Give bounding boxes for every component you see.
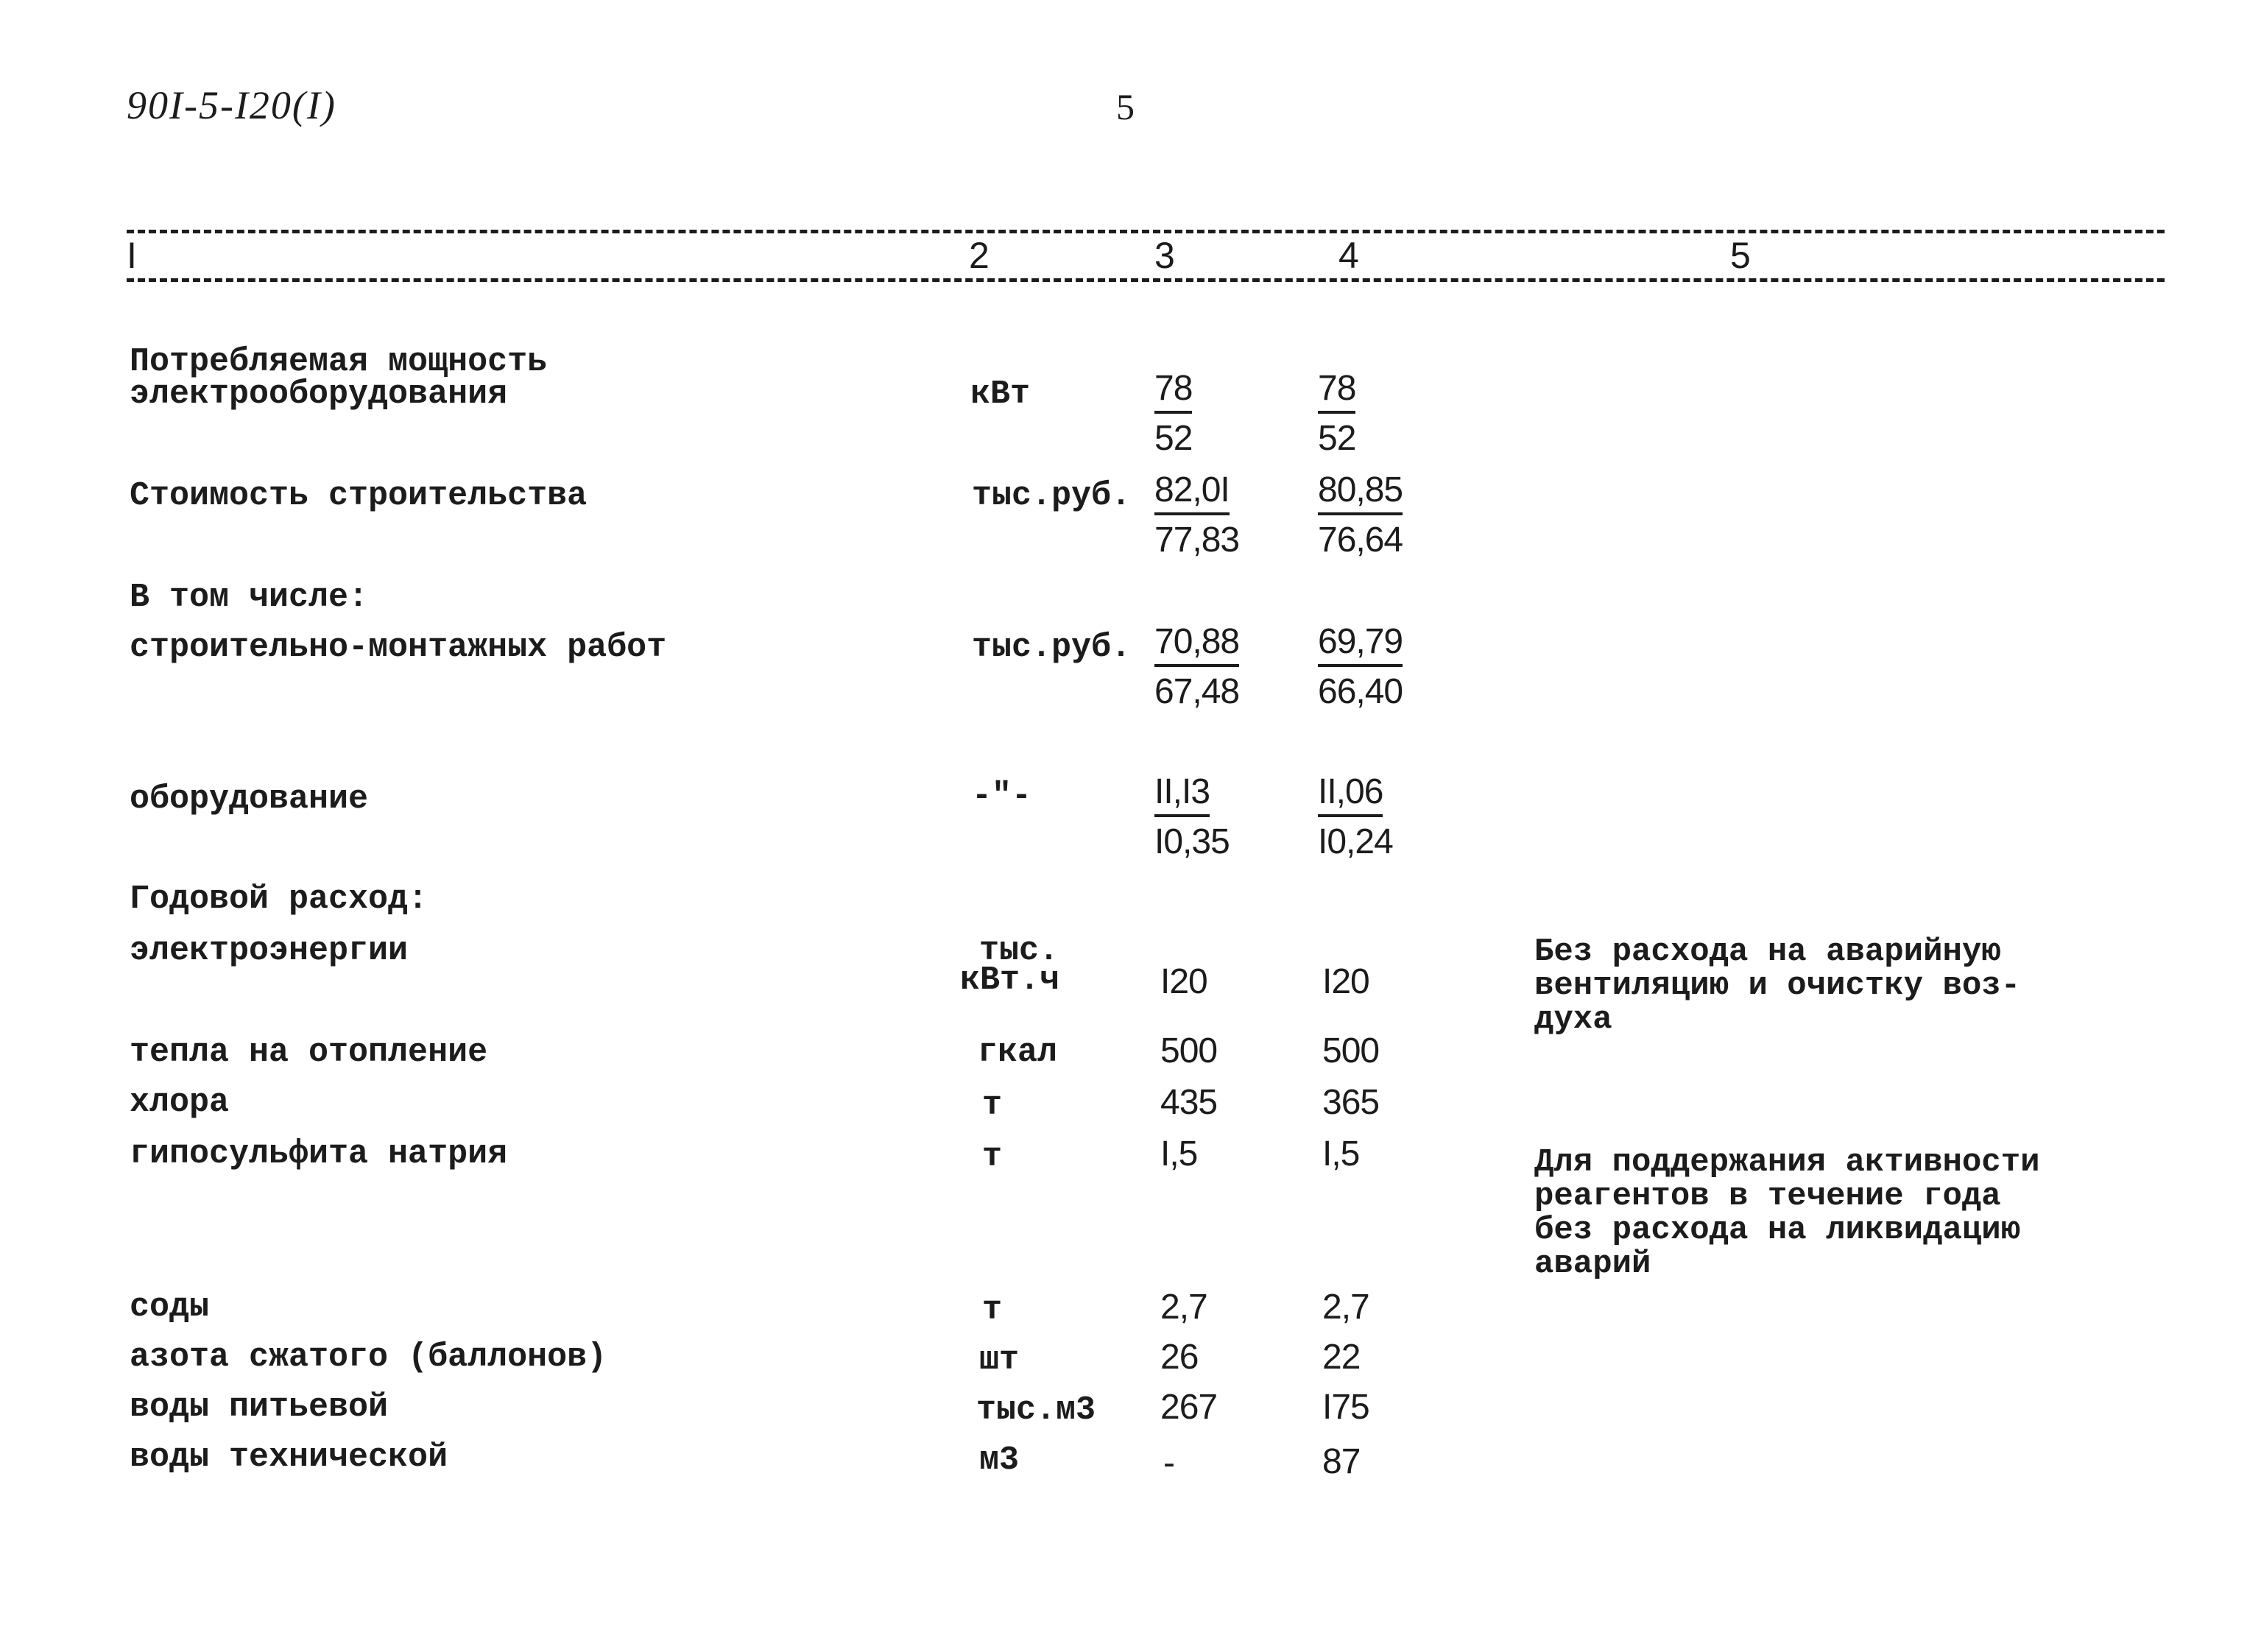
row-construction-col3-numerator: 70,88 (1154, 623, 1239, 667)
row-equipment-col4-denominator: I0,24 (1318, 822, 1393, 861)
row-nitrogen-name: азота сжатого (баллонов) (130, 1338, 607, 1376)
row-annual-label: Годовой расход: (130, 880, 428, 918)
row-power-col4-numerator: 78 (1318, 370, 1355, 414)
row-heat-col3: 500 (1160, 1031, 1218, 1070)
row-chlorine-name: хлора (130, 1084, 230, 1121)
row-soda-unit: т (982, 1291, 1003, 1329)
row-nitrogen-col3: 26 (1160, 1338, 1199, 1377)
row-equipment-col3-denominator: I0,35 (1154, 822, 1230, 861)
column-number-1: I (127, 235, 137, 276)
row-drinking-water-name: воды питьевой (130, 1388, 389, 1426)
row-construction-col4-denominator: 66,40 (1318, 672, 1403, 711)
row-electricity-col3: I20 (1160, 962, 1207, 1001)
row-cost-col4 (1318, 471, 1403, 561)
row-cost-col3-numerator: 82,0I (1154, 471, 1230, 515)
row-equipment-name: оборудование (130, 780, 369, 818)
row-heat-col4: 500 (1322, 1031, 1380, 1070)
row-electricity-unit-line1: тыс. (979, 932, 1059, 970)
row-construction-col4 (1318, 623, 1403, 713)
row-power-col3-numerator: 78 (1154, 370, 1192, 414)
row-construction-col4-numerator: 69,79 (1318, 623, 1403, 667)
row-nitrogen-col4: 22 (1322, 1338, 1361, 1377)
row-hyposulfite-unit: т (982, 1138, 1003, 1176)
row-drinking-water-col4: I75 (1322, 1388, 1369, 1427)
row-hyposulfite-col3: I,5 (1160, 1134, 1198, 1173)
page-number: 5 (1116, 86, 1135, 127)
row-hyposulfite-name: гипосульфита натрия (130, 1135, 508, 1173)
row-hyposulfite-note: Для поддержания активности реагентов в течение года без расхода на ликвидацию аварий (1534, 1144, 2040, 1282)
row-construction-col3 (1154, 623, 1239, 713)
row-power-unit: кВт (970, 375, 1031, 413)
row-equipment-col4-numerator: II,06 (1318, 773, 1383, 817)
row-power-name-line2: электрооборудования (130, 375, 508, 413)
column-number-3: 3 (1154, 235, 1175, 276)
row-construction-unit: тыс.руб. (972, 629, 1132, 666)
row-hyposulfite-col4: I,5 (1322, 1134, 1360, 1173)
row-cost-col3 (1154, 471, 1239, 561)
row-cost-name: Стоимость строительства (130, 477, 588, 515)
row-cost-col3-denominator: 77,83 (1154, 520, 1240, 560)
row-drinking-water-col3: 267 (1160, 1388, 1218, 1427)
row-construction-name: строительно-монтажных работ (130, 629, 667, 666)
column-number-4: 4 (1338, 235, 1359, 276)
row-heat-unit: гкал (978, 1034, 1058, 1071)
row-drinking-water-unit: тыс.м3 (976, 1391, 1096, 1429)
row-chlorine-col4: 365 (1322, 1083, 1380, 1122)
column-number-2: 2 (969, 235, 990, 276)
row-tech-water-col3: - (1163, 1444, 1174, 1483)
row-cost-unit: тыс.руб. (972, 477, 1132, 515)
row-electricity-note: Без расхода на аварийную вентиляцию и очистку воз- духа (1534, 933, 2021, 1038)
row-tech-water-col4: 87 (1322, 1442, 1361, 1481)
row-cost-col4-denominator: 76,64 (1318, 520, 1403, 560)
row-electricity-col4: I20 (1322, 962, 1369, 1001)
column-number-5: 5 (1730, 235, 1751, 276)
row-including-label: В том числе: (130, 579, 369, 616)
row-tech-water-name: воды технической (130, 1439, 448, 1476)
row-construction-col3-denominator: 67,48 (1154, 672, 1240, 711)
row-power-col4-denominator: 52 (1318, 419, 1356, 458)
row-power-col4 (1318, 370, 1355, 459)
row-tech-water-unit: м3 (979, 1441, 1020, 1479)
row-chlorine-unit: т (982, 1087, 1003, 1124)
row-soda-name: соды (130, 1288, 210, 1326)
row-equipment-col4 (1318, 773, 1393, 863)
row-power-name-line1: Потребляемая мощность (130, 343, 548, 381)
document-code: 90I-5-I20(I) (127, 83, 336, 127)
row-power-col3-denominator: 52 (1154, 419, 1193, 458)
header-bottom-rule (127, 278, 2165, 282)
row-soda-col4: 2,7 (1322, 1288, 1369, 1327)
row-cost-col4-numerator: 80,85 (1318, 471, 1403, 515)
header-top-rule (127, 230, 2165, 233)
row-equipment-col3-numerator: II,I3 (1154, 773, 1210, 817)
row-heat-name: тепла на отопление (130, 1034, 488, 1071)
row-soda-col3: 2,7 (1160, 1288, 1207, 1327)
row-power-col3 (1154, 370, 1192, 459)
row-equipment-unit: -"- (972, 777, 1032, 815)
row-electricity-unit-line2: кВт.ч (960, 961, 1060, 999)
row-nitrogen-unit: шт (979, 1341, 1020, 1379)
row-electricity-name: электроэнергии (130, 932, 409, 970)
row-chlorine-col3: 435 (1160, 1083, 1218, 1122)
row-equipment-col3 (1154, 773, 1230, 863)
